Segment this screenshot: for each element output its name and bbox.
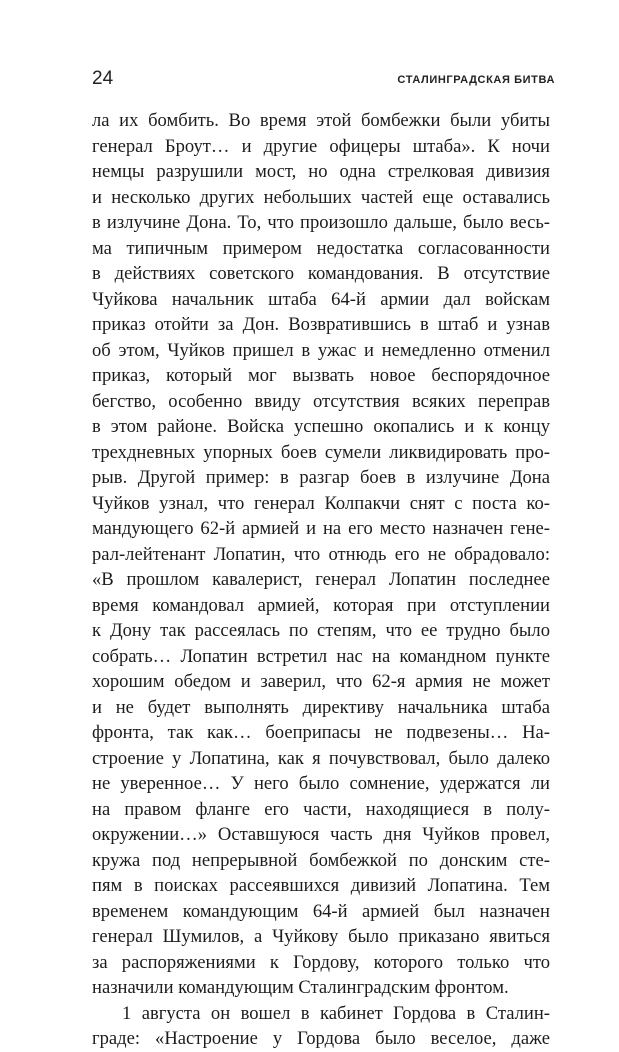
text-line: кружа под непрерывной бомбежкой по донским сте- bbox=[92, 849, 550, 871]
text-line: и несколько других небольших частей еще оставались bbox=[92, 186, 550, 208]
text-line: временем командующим 64-й армией был назначен bbox=[92, 900, 550, 922]
text-line: ла их бомбить. Во время этой бомбежки были убиты bbox=[92, 110, 550, 131]
page-header bbox=[90, 68, 555, 94]
text-line: Чуйков узнал, что генерал Колпакчи снят с поста ко- bbox=[92, 492, 550, 514]
text-line: в действиях советского командования. В отсутствие bbox=[92, 263, 550, 284]
text-line: не уверенное… У него было сомнение, удержатся ли bbox=[92, 773, 550, 794]
page-number: 24 bbox=[92, 68, 114, 89]
text-line: генерал Броут… и другие офицеры штаба». К ночи bbox=[92, 135, 550, 157]
running-title: СТАЛИНГРАДСКАЯ БИТВА bbox=[397, 74, 555, 86]
text-line: пям в поисках рассеявшихся дивизий Лопатина. Тем bbox=[92, 875, 550, 896]
text-line: ма типичным примером недостатка согласованности bbox=[92, 237, 550, 259]
text-line: граде: «Настроение у Гордова было веселое, даже bbox=[92, 1028, 550, 1049]
text-line: рал-лейтенант Лопатин, что отнюдь его не обрадовало: bbox=[92, 543, 550, 565]
text-line: «В прошлом кавалерист, генерал Лопатин последнее bbox=[92, 569, 550, 590]
text-line: генерал Шумилов, а Чуйкову было приказано явиться bbox=[92, 926, 550, 947]
text-line: трехдневных упорных боев сумели ликвидировать про- bbox=[92, 441, 550, 463]
text-line: время командовал армией, которая при отступлении bbox=[92, 594, 550, 616]
text-line: рыв. Другой пример: в разгар боев в излучине Дона bbox=[92, 467, 550, 488]
text-line: немцы разрушили мост, но одна стрелковая дивизия bbox=[92, 161, 550, 182]
text-line: в излучине Дона. То, что произошло дальше, было весь- bbox=[92, 212, 550, 233]
body-text bbox=[92, 108, 550, 1052]
text-line: фронта, так как… боеприпасы не подвезены… На- bbox=[92, 722, 550, 743]
text-line: окружении…» Оставшуюся часть дня Чуйков провел, bbox=[92, 824, 550, 845]
text-line: об этом, Чуйков пришел в ужас и немедленно отменил bbox=[92, 339, 550, 361]
text-line: за распоряжениями к Гордову, которого только что bbox=[92, 951, 550, 973]
text-line: Чуйкова начальник штаба 64-й армии дал войскам bbox=[92, 288, 550, 310]
text-line: и не будет выполнять директиву начальника штаба bbox=[92, 696, 550, 718]
text-line: к Дону так рассеялась по степям, что ее трудно было bbox=[92, 620, 550, 641]
text-line: мандующего 62-й армией и на его место назначен гене- bbox=[92, 518, 550, 539]
text-line: собрать… Лопатин встретил нас на командном пункте bbox=[92, 645, 550, 667]
text-line: в этом районе. Войска успешно окопались и к концу bbox=[92, 416, 550, 437]
text-line: приказ отойти за Дон. Возвратившись в штаб и узнав bbox=[92, 314, 550, 335]
text-line: бегство, особенно ввиду отсутствия всяких переправ bbox=[92, 390, 550, 412]
text-line: приказ, который мог вызвать новое беспорядочное bbox=[92, 365, 550, 386]
text-line: строение у Лопатина, как я почувствовал, было далеко bbox=[92, 747, 550, 769]
text-line: хорошим обедом и заверил, что 62-я армия не может bbox=[92, 671, 550, 692]
text-line: назначили командующим Сталинградским фронтом. bbox=[92, 977, 509, 998]
text-line: на правом фланге его части, находящиеся в полу- bbox=[92, 798, 550, 820]
paragraph-start-line: 1 августа он вошел в кабинет Гордова в Сталин- bbox=[122, 1002, 550, 1024]
